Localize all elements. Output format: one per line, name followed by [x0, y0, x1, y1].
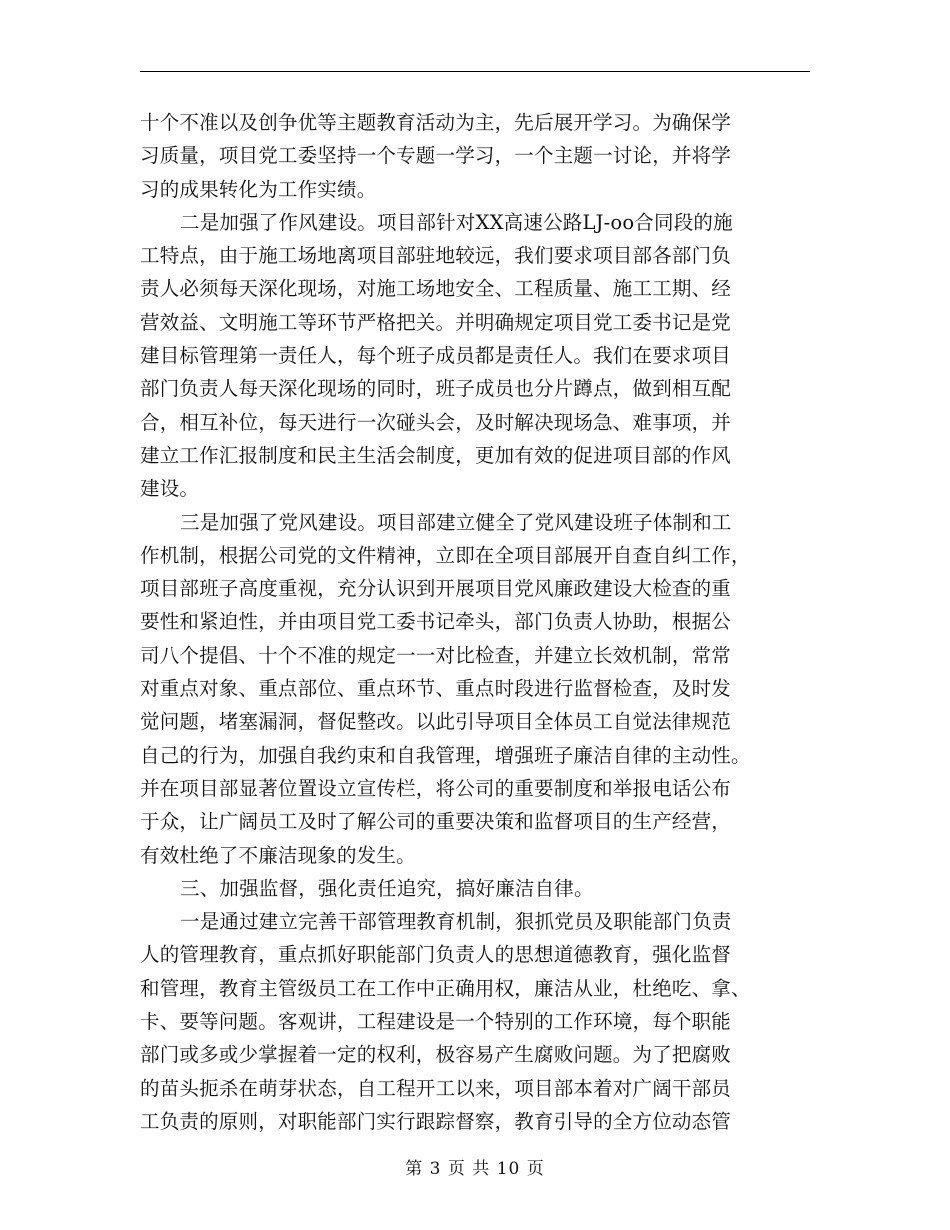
header-rule: [140, 71, 810, 72]
text-line: 人的管理教育，重点抓好职能部门负责人的思想道德教育，强化监督: [140, 943, 732, 967]
text-line: 合，相互补位，每天进行一次碰头会，及时解决现场急、难事项，并: [140, 410, 732, 434]
text-line: 并在项目部显著位置设立宣传栏，将公司的重要制度和举报电话公布: [140, 776, 732, 800]
text-line: 工负责的原则，对职能部门实行跟踪督察，教育引导的全方位动态管: [140, 1109, 732, 1133]
text-line: 三是加强了党风建设。项目部建立健全了党风建设班子体制和工: [180, 510, 732, 534]
text-line: 营效益、文明施工等环节严格把关。并明确规定项目党工委书记是党: [140, 310, 732, 334]
text-line: 二是加强了作风建设。项目部针对XX高速公路LJ-oo合同段的施: [180, 210, 733, 234]
text-line: 有效杜绝了不廉洁现象的发生。: [140, 843, 416, 867]
text-line: 一是通过建立完善干部管理教育机制，狠抓党员及职能部门负责: [180, 910, 732, 934]
text-line: 对重点对象、重点部位、重点环节、重点时段进行监督检查，及时发: [140, 677, 732, 701]
text-line: 和管理，教育主管级员工在工作中正确用权，廉洁从业，杜绝吃、拿、: [140, 976, 751, 1000]
text-line: 部门负责人每天深化现场的同时，班子成员也分片蹲点，做到相互配: [140, 377, 732, 401]
text-line: 责人必须每天深化现场，对施工场地安全、工程质量、施工工期、经: [140, 277, 732, 301]
text-line: 卡、要等问题。客观讲，工程建设是一个特别的工作环境，每个职能: [140, 1010, 732, 1034]
text-line: 自己的行为，加强自我约束和自我管理，增强班子廉洁自律的主动性。: [140, 743, 751, 767]
text-line: 建设。: [140, 477, 200, 501]
text-line: 项目部班子高度重视，充分认识到开展项目党风廉政建设大检查的重: [140, 577, 732, 601]
text-line: 作机制，根据公司党的文件精神，立即在全项目部展开自查自纠工作，: [140, 543, 751, 567]
text-line: 三、加强监督，强化责任追究，搞好廉洁自律。: [180, 876, 594, 900]
text-line: 部门或多或少掌握着一定的权利，极容易产生腐败问题。为了把腐败: [140, 1043, 732, 1067]
body-text: [140, 106, 812, 1138]
text-line: 工特点，由于施工场地离项目部驻地较远，我们要求项目部各部门负: [140, 244, 732, 268]
text-line: 的苗头扼杀在萌芽状态，自工程开工以来，项目部本着对广阔干部员: [140, 1076, 732, 1100]
text-line: 习质量，项目党工委坚持一个专题一学习，一个主题一讨论，并将学: [140, 144, 732, 168]
text-line: 十个不准以及创争优等主题教育活动为主，先后展开学习。为确保学: [140, 111, 732, 134]
text-line: 建立工作汇报制度和民主生活会制度，更加有效的促进项目部的作风: [140, 443, 732, 467]
text-line: 于众，让广阔员工及时了解公司的重要决策和监督项目的生产经营，: [140, 810, 732, 834]
text-line: 司八个提倡、十个不准的规定一一对比检查，并建立长效机制，常常: [140, 643, 732, 667]
text-line: 觉问题，堵塞漏洞，督促整改。以此引导项目全体员工自觉法律规范: [140, 710, 732, 734]
text-line: 建目标管理第一责任人，每个班子成员都是责任人。我们在要求项目: [140, 344, 732, 368]
page-footer: 第 3 页 共 10 页: [405, 1159, 545, 1179]
text-line: 习的成果转化为工作实绩。: [140, 177, 377, 201]
text-line: 要性和紧迫性，并由项目党工委书记牵头，部门负责人协助，根据公: [140, 610, 732, 634]
